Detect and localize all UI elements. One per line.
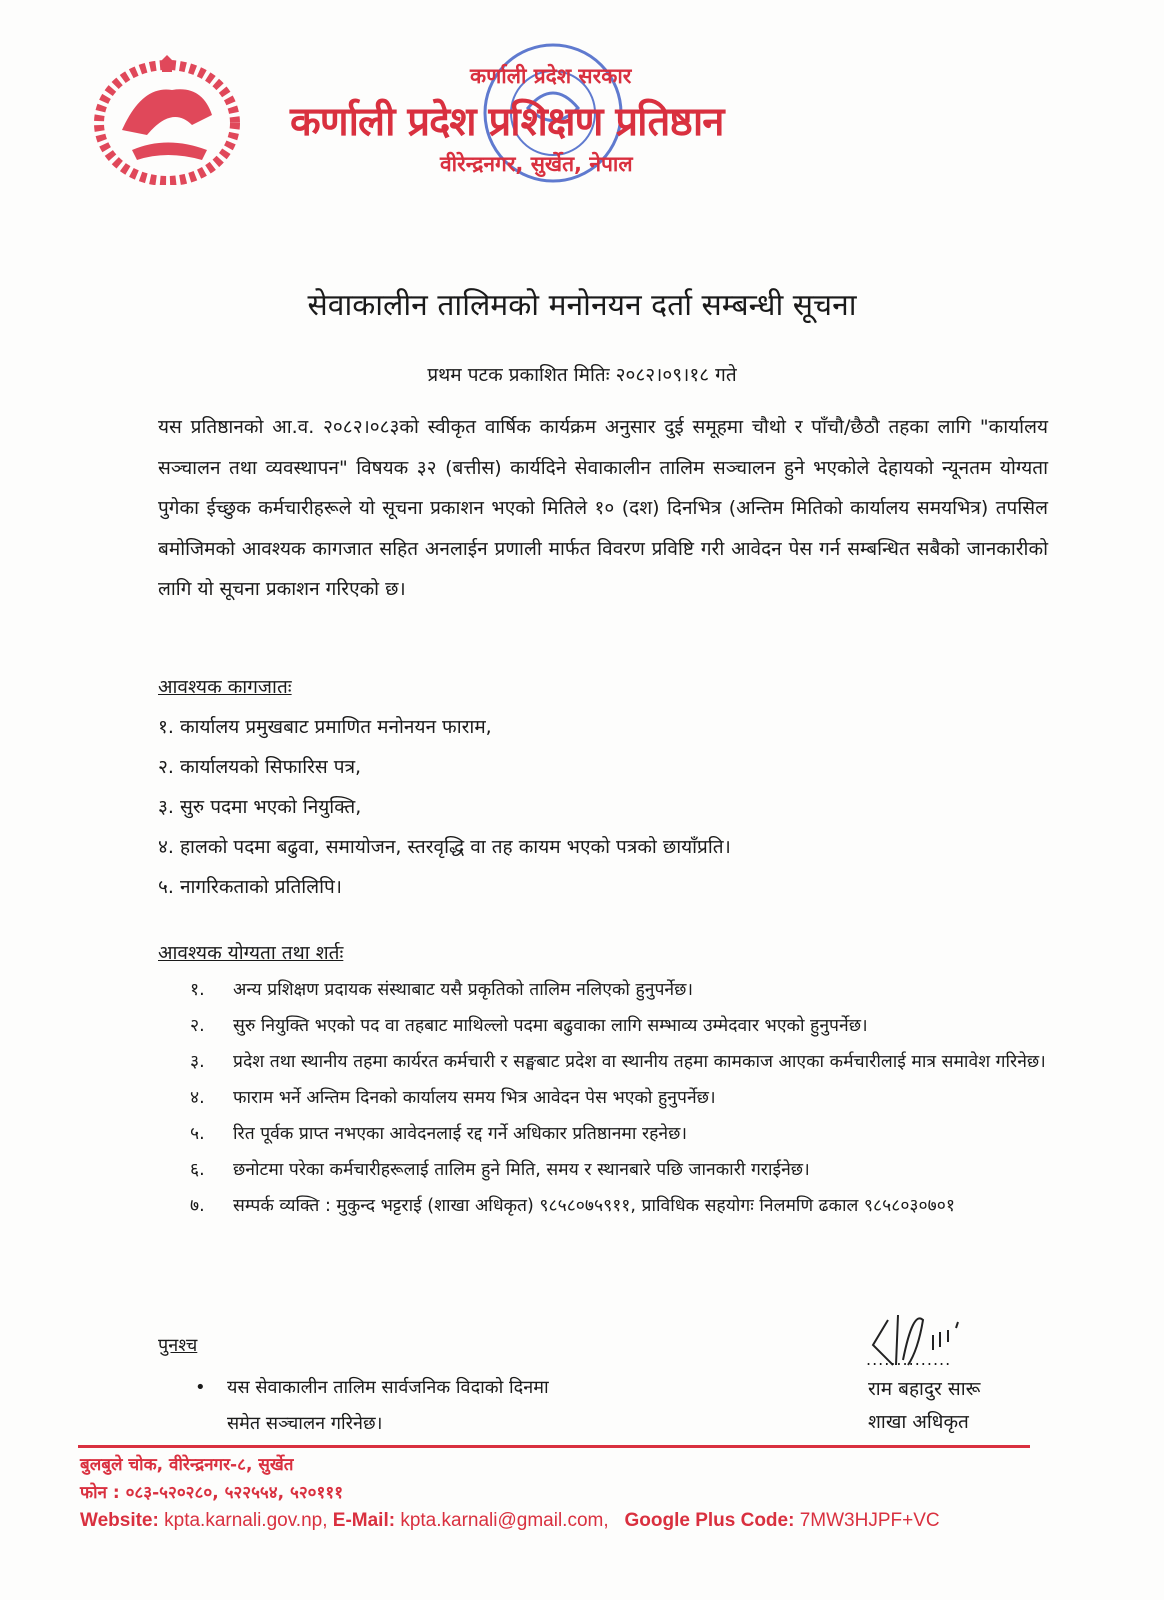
list-item <box>190 1008 1048 1044</box>
signatory-name: राम बहादुर सारू <box>868 1378 981 1400</box>
footer-address: बुलबुले चोक, वीरेन्द्रनगर-८, सुर्खेत <box>80 1455 294 1475</box>
website-label: Website: <box>80 1510 159 1531</box>
institution-address: वीरेन्द्रनगर, सुर्खेत, नेपाल <box>440 152 633 176</box>
bullet: • <box>195 1377 206 1398</box>
item-number: ७. <box>190 1196 205 1216</box>
list-item <box>190 1116 1048 1152</box>
documents-heading: आवश्यक कागजातः <box>158 676 292 698</box>
signatory-role: शाखा अधिकृत <box>868 1411 969 1433</box>
postscript-text: यस सेवाकालीन तालिम सार्वजनिक विदाको दिनमा समेत सञ्चालन गरिनेछ। <box>227 1377 549 1434</box>
email-label: E-Mail: <box>332 1510 396 1531</box>
item-number: १. <box>190 980 205 1000</box>
list-item: ३. सुरु पदमा भएको नियुक्ति, <box>158 796 362 818</box>
notice-title: सेवाकालीन तालिमको मनोनयन दर्ता सम्बन्धी सूचना <box>307 288 857 323</box>
footer-contacts <box>80 1510 940 1532</box>
item-text: फाराम भर्ने अन्तिम दिनको कार्यालय समय भित्र आवेदन पेस भएको हुनुपर्नेछ। <box>233 1088 716 1108</box>
conditions-list <box>190 972 1048 1224</box>
item-text: सम्पर्क व्यक्ति : मुकुन्द भट्टराई (शाखा अधिकृत) ९८५८०७५९११, प्राविधिक सहयोगः निलमणि ढकाल ९८५८०३०७०१ <box>233 1196 955 1216</box>
item-number: २. <box>190 1016 205 1036</box>
item-number: ४. <box>190 1088 205 1108</box>
item-text: अन्य प्रशिक्षण प्रदायक संस्थाबाट यसै प्रकृतिको तालिम नलिएको हुनुपर्नेछ। <box>233 980 694 1000</box>
postscript <box>195 1370 567 1442</box>
item-text: छनोटमा परेका कर्मचारीहरूलाई तालिम हुने मिति, समय र स्थानबारे पछि जानकारी गराईनेछ। <box>233 1160 810 1180</box>
list-item <box>190 1188 1048 1224</box>
footer-phone: फोन : ०८३-५२०२८०, ५२२५५४, ५२०१११ <box>80 1483 344 1503</box>
plus-code: 7MW3HJPF+VC <box>799 1510 940 1531</box>
documents-list <box>158 707 731 907</box>
item-text: रित पूर्वक प्राप्त नभएका आवेदनलाई रद्द गर्ने अधिकार प्रतिष्ठानमा रहनेछ। <box>233 1124 688 1144</box>
notice-body: यस प्रतिष्ठानको आ.व. २०८२।०८३को स्वीकृत वार्षिक कार्यक्रम अनुसार दुई समूहमा चौथो र पाँचौ/छैठौ तहका लागि "कार्यालय सञ्चालन तथा व्यवस्थापन" विषयक ३२ (बत्तीस) कार्यदिने सेवाकालीन तालिम सञ्चालन हुने भएकोले देहायको न्यूनतम योग्यता पुगेका ईच्छुक कर्मचारीहरूले यो सूचना प्रकाशन भएको मितिले १० (दश) दिनभित्र (अन्तिम मितिको कार्यालय समयभित्र) तपसिल बमोजिमको आवश्यक कागजात सहित अनलाईन प्रणाली मार्फत विवरण प्रविष्टि गरी आवेदन पेस गर्न सम्बन्धित सबैको जानकारीको लागि यो सूचना प्रकाशन गरिएको छ। <box>158 416 1048 600</box>
institution-name: कर्णाली प्रदेश प्रशिक्षण प्रतिष्ठान <box>290 99 724 145</box>
postscript-heading: पुनश्च <box>158 1335 198 1356</box>
item-text: सुरु नियुक्ति भएको पद वा तहबाट माथिल्लो पदमा बढुवाका लागि सम्भाव्य उम्मेदवार भएको हुनुपर्नेछ। <box>233 1016 868 1036</box>
list-item <box>190 1080 1048 1116</box>
list-item <box>190 972 1048 1008</box>
item-number: ५. <box>190 1124 205 1144</box>
item-number: ६. <box>190 1160 205 1180</box>
nepal-emblem-icon <box>92 55 242 185</box>
footer-divider <box>78 1445 1030 1448</box>
list-item: ४. हालको पदमा बढुवा, समायोजन, स्तरवृद्धि वा तह कायम भएको पत्रको छायाँप्रति। <box>158 836 731 858</box>
list-item: १. कार्यालय प्रमुखबाट प्रमाणित मनोनयन फाराम, <box>158 716 492 738</box>
government-name: कर्णाली प्रदेश सरकार <box>470 64 632 88</box>
list-item: ५. नागरिकताको प्रतिलिपि। <box>158 876 342 898</box>
plus-code-label: Google Plus Code: <box>624 1510 795 1531</box>
list-item <box>190 1044 1048 1080</box>
list-item <box>190 1152 1048 1188</box>
email-link[interactable]: kpta.karnali@gmail.com, <box>400 1510 609 1531</box>
conditions-heading: आवश्यक योग्यता तथा शर्तः <box>158 942 344 964</box>
published-date: प्रथम पटक प्रकाशित मितिः २०८२।०९।१८ गते <box>427 364 737 386</box>
website-link[interactable]: kpta.karnali.gov.np, <box>164 1510 328 1531</box>
signature-line: .............. <box>866 1350 952 1369</box>
item-number: ३. <box>190 1052 205 1072</box>
list-item: २. कार्यालयको सिफारिस पत्र, <box>158 756 362 778</box>
item-text: प्रदेश तथा स्थानीय तहमा कार्यरत कर्मचारी र सङ्घबाट प्रदेश वा स्थानीय तहमा कामकाज आएका कर्मचारीलाई मात्र समावेश गरिनेछ। <box>233 1052 1046 1072</box>
